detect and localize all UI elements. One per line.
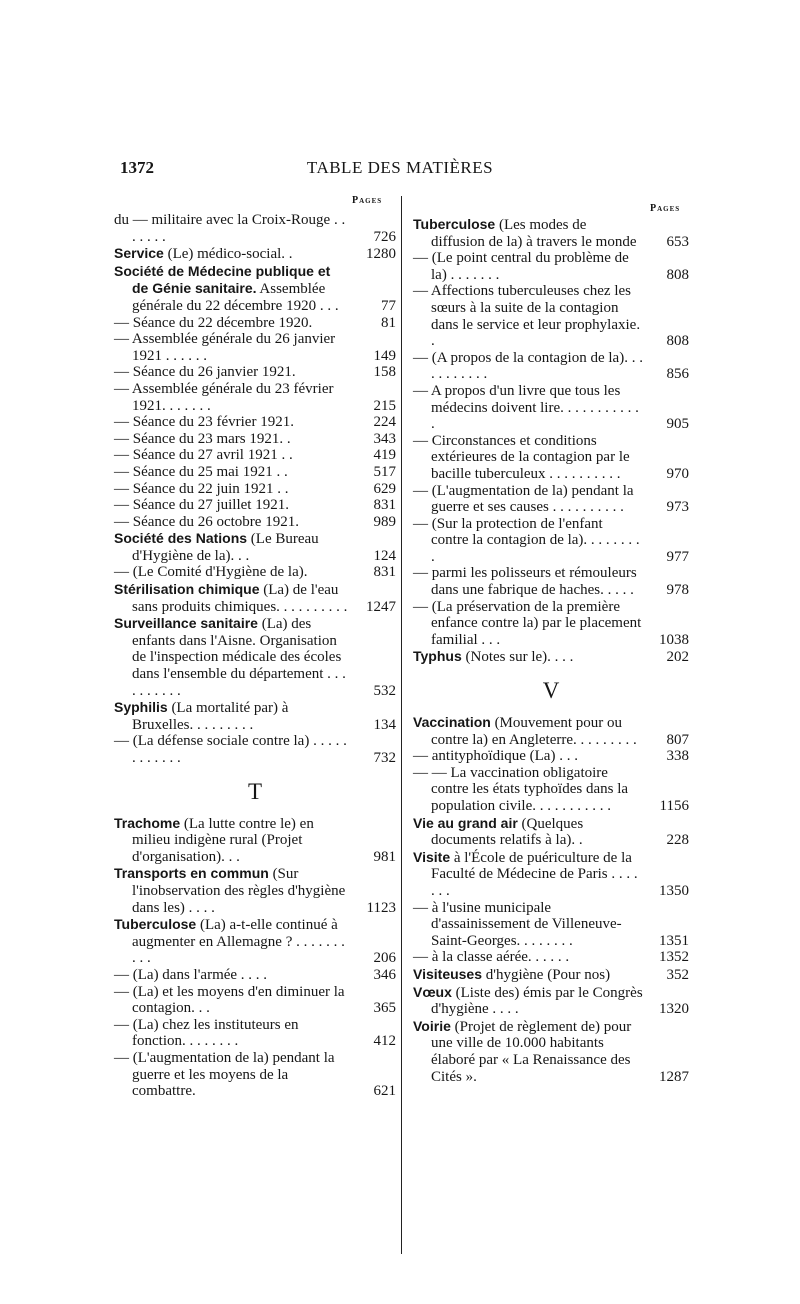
entry-description: du — militaire avec la Croix-Rouge . . . . . . . xyxy=(114,212,346,245)
page-reference: 970 xyxy=(666,465,689,482)
entry-description: (La) de l'eau sans produits chimiques. . . . . . . . . . xyxy=(132,582,348,615)
index-entry xyxy=(413,900,689,950)
page-reference: 905 xyxy=(666,416,689,433)
page-reference: 1320 xyxy=(659,1001,689,1018)
entry-description: (La) a-t-elle continué à augmenter en Allemagne ? . . . . . . . . . . xyxy=(132,917,345,967)
entry-text xyxy=(114,984,350,1017)
page-reference: 81 xyxy=(381,314,396,331)
entry-text xyxy=(114,245,350,263)
index-entry xyxy=(114,530,396,564)
page-reference: 352 xyxy=(666,966,689,983)
page-reference: 224 xyxy=(373,414,396,431)
pages-label-right: Pages xyxy=(650,203,681,214)
entry-description: — A propos d'un livre que tous les médecins doivent lire. . . . . . . . . . . . xyxy=(413,382,639,433)
index-entry xyxy=(413,648,689,666)
index-entry xyxy=(413,433,689,483)
entry-description: — (La défense sociale contre la) . . . . . . . . . . . . xyxy=(114,733,347,766)
page-reference: 1156 xyxy=(659,798,689,814)
entry-heading: Visiteuses xyxy=(413,965,483,982)
entry-text xyxy=(413,283,643,349)
entry-description: — (Le Comité d'Hygiène de la). xyxy=(114,564,308,581)
page-reference: 77 xyxy=(381,297,396,314)
entry-description: — (L'augmentation de la) pendant la guerre et les moyens de la combattre. xyxy=(114,1049,335,1100)
entry-description: — à l'usine municipale d'assainissement de Villeneuve-Saint-Georges. . . . . . . . xyxy=(413,899,622,949)
entry-description: (Projet de règlement de) pour une ville de 10.000 habitants élaboré par « La Renaissance des Cités ». xyxy=(431,1018,632,1085)
page-reference: 831 xyxy=(373,497,396,514)
index-entry xyxy=(114,916,396,967)
entry-description: (Sur l'inobservation des règles d'hygiène dans les) . . . . xyxy=(132,866,346,916)
index-entry xyxy=(114,212,396,245)
entry-description: (Mouvement pour ou contre la) en Angleterre. . . . . . . . . xyxy=(431,715,637,748)
entry-text xyxy=(114,315,350,332)
entry-description: Assemblée générale du 22 décembre 1920 . . . xyxy=(132,281,339,314)
index-entry xyxy=(413,765,689,815)
entry-description: (La lutte contre le) en milieu indigène rural (Projet d'organisation). . . xyxy=(132,815,314,865)
section-letter: V xyxy=(542,678,560,704)
index-entry xyxy=(114,481,396,498)
index-entry xyxy=(114,581,396,615)
index-entry xyxy=(114,815,396,866)
page-reference: 1280 xyxy=(366,246,396,263)
entry-text xyxy=(413,599,643,649)
entry-text xyxy=(114,865,350,916)
index-entry xyxy=(413,216,689,250)
entry-description: — Séance du 23 février 1921. xyxy=(114,414,294,431)
page-reference: 621 xyxy=(373,1083,396,1100)
entry-description: — Séance du 22 décembre 1920. xyxy=(114,314,313,331)
entry-description: — (A propos de la contagion de la). . . . . . . . . . . xyxy=(413,349,643,383)
entry-heading: Vœux xyxy=(413,983,452,1000)
entry-description: — (L'augmentation de la) pendant la guerre et ses causes . . . . . . . . . . xyxy=(413,482,634,516)
pages-label-left: Pages xyxy=(352,195,383,206)
entry-text xyxy=(413,516,643,566)
page-reference: 365 xyxy=(373,1000,396,1017)
page-reference: 343 xyxy=(373,430,396,447)
page-reference: 1287 xyxy=(659,1068,689,1085)
entry-description: (Notes sur le). . . . xyxy=(461,649,574,666)
entry-text xyxy=(413,433,643,483)
entry-description: — Assemblée générale du 26 janvier 1921 . . . . . . xyxy=(114,331,336,364)
page-reference: 532 xyxy=(373,682,396,699)
entry-description: — Séance du 27 avril 1921 . . xyxy=(114,447,293,464)
index-entry xyxy=(114,615,396,699)
left-column xyxy=(114,212,396,1100)
entry-heading: Société de Médecine publique et de Génie sanitaire. xyxy=(114,262,331,297)
index-entry xyxy=(413,849,689,900)
page-reference: 989 xyxy=(373,513,396,530)
entry-description: — Circonstances et conditions extérieures de la contagion par le bacille tuberculeux . . . . . . . . . . xyxy=(413,432,630,482)
entry-description: (Les modes de diffusion de la) à travers le monde xyxy=(431,217,637,250)
index-entry xyxy=(413,350,689,383)
entry-description: — (La) chez les instituteurs en fonction. . . . . . . . xyxy=(114,1016,299,1050)
entry-text xyxy=(114,212,350,245)
page-reference: 831 xyxy=(373,564,396,581)
index-entry xyxy=(114,381,396,414)
entry-description: (Liste des) émis par le Congrès d'hygiène . . . . xyxy=(431,984,643,1018)
page-reference: 808 xyxy=(666,333,689,350)
index-entry xyxy=(413,250,689,283)
entry-heading: Typhus xyxy=(413,648,462,665)
page-reference: 419 xyxy=(373,447,396,464)
entry-description: — Séance du 22 juin 1921 . . xyxy=(114,480,289,497)
entry-text xyxy=(413,250,643,283)
entry-text xyxy=(114,481,350,498)
page-reference: 228 xyxy=(666,832,689,849)
index-entry xyxy=(413,748,689,765)
index-entry xyxy=(413,984,689,1018)
index-entry xyxy=(413,483,689,516)
entry-text xyxy=(114,815,350,866)
page-reference: 1247 xyxy=(366,598,396,615)
entry-text xyxy=(114,1050,350,1100)
entry-heading: Syphilis xyxy=(114,699,168,716)
entry-text xyxy=(413,949,643,966)
entry-text xyxy=(114,414,350,431)
entry-text xyxy=(413,765,643,815)
entry-heading: Surveillance sanitaire xyxy=(114,615,258,632)
entry-text xyxy=(114,447,350,464)
entry-text xyxy=(114,615,350,699)
entry-heading: Vie au grand air xyxy=(413,814,518,831)
right-column xyxy=(413,216,689,1085)
entry-text xyxy=(413,815,643,849)
entry-text xyxy=(413,748,643,765)
entry-description: — Séance du 23 mars 1921. . xyxy=(114,430,291,447)
entry-text xyxy=(413,1018,643,1085)
running-title: TABLE DES MATIÈRES xyxy=(306,158,494,177)
entry-heading: Service xyxy=(114,245,164,262)
index-entry xyxy=(114,364,396,381)
entry-description: (La mortalité par) à Bruxelles. . . . . . . . . xyxy=(132,700,289,733)
entry-description: — Assemblée générale du 23 février 1921. . . . . . . xyxy=(114,380,334,414)
index-entry xyxy=(413,815,689,849)
entry-description: — (Sur la protection de l'enfant contre la contagion de la). . . . . . . . . xyxy=(413,515,640,565)
entry-text xyxy=(114,331,350,364)
entry-description: — (Le point central du problème de la) . . . . . . . xyxy=(413,250,629,283)
entry-text xyxy=(114,464,350,481)
page-reference: 1351 xyxy=(659,932,689,949)
page-reference: 629 xyxy=(373,480,396,497)
index-entry xyxy=(114,331,396,364)
column-divider xyxy=(401,196,402,1254)
entry-heading: Vaccination xyxy=(413,714,491,731)
entry-text xyxy=(114,263,350,315)
entry-text xyxy=(114,530,350,564)
index-entry xyxy=(114,984,396,1017)
page-reference: 732 xyxy=(373,750,396,766)
page-reference: 134 xyxy=(373,716,396,733)
entry-heading: Transports en commun xyxy=(114,865,269,882)
entry-text xyxy=(114,733,350,766)
page-reference: 981 xyxy=(373,848,396,865)
index-entry xyxy=(114,699,396,733)
entry-description: — Séance du 26 octobre 1921. xyxy=(114,513,299,530)
page-reference: 206 xyxy=(373,950,396,967)
entry-description: — antityphoïdique (La) . . . xyxy=(413,748,578,765)
entry-text xyxy=(413,714,643,748)
entry-text xyxy=(413,383,643,433)
page-reference: 202 xyxy=(666,649,689,666)
page-number: 1372 xyxy=(120,158,154,177)
entry-text xyxy=(413,483,643,516)
index-entry xyxy=(114,733,396,766)
page-reference: 973 xyxy=(666,499,689,516)
entry-heading: Stérilisation chimique xyxy=(114,581,260,598)
page-reference: 346 xyxy=(373,966,396,983)
entry-description: d'hygiène (Pour nos) xyxy=(482,966,611,983)
entry-text xyxy=(114,497,350,514)
entry-description: à l'École de puériculture de la Faculté de Médecine de Paris . . . . . . . xyxy=(431,849,638,899)
page-reference: 1123 xyxy=(366,899,396,916)
index-entry xyxy=(114,464,396,481)
entry-description: — (La préservation de la première enfance contre la) par le placement familial . . . xyxy=(413,598,642,648)
entry-description: (La) des enfants dans l'Aisne. Organisation de l'inspection médicale des écoles dans l'ensemble du département . . . . . . . . . . xyxy=(132,616,346,699)
entry-description: — parmi les polisseurs et rémouleurs dans une fabrique de haches. . . . . xyxy=(413,565,637,599)
entry-description: — à la classe aérée. . . . . . xyxy=(413,949,570,966)
entry-heading: Tuberculose xyxy=(413,216,496,232)
entry-text xyxy=(114,1017,350,1050)
index-entry xyxy=(114,564,396,581)
page-reference: 215 xyxy=(373,397,396,414)
entry-description: (Le) médico-social. . xyxy=(163,246,293,263)
index-entry xyxy=(413,565,689,598)
entry-text xyxy=(413,350,643,383)
index-entry xyxy=(114,245,396,263)
index-entry xyxy=(114,263,396,315)
index-entry xyxy=(114,1050,396,1100)
entry-text xyxy=(114,967,350,984)
section-letter: T xyxy=(247,778,263,804)
page-reference: 808 xyxy=(666,266,689,283)
entry-text xyxy=(413,900,643,950)
index-entry xyxy=(114,865,396,916)
entry-description: — Séance du 27 juillet 1921. xyxy=(114,497,289,514)
page-reference: 1038 xyxy=(659,631,689,648)
index-entry xyxy=(413,599,689,649)
page-reference: 1352 xyxy=(659,949,689,966)
entry-text xyxy=(114,699,350,733)
entry-description: — Séance du 25 mai 1921 . . xyxy=(114,463,288,480)
index-entry xyxy=(114,967,396,984)
entry-description: — Affections tuberculeuses chez les sœurs à la suite de la contagion dans le service et leur prophylaxie. . xyxy=(413,283,641,350)
entry-description: — (La) et les moyens d'en diminuer la contagion. . . xyxy=(114,983,345,1017)
entry-heading: Société des Nations xyxy=(114,530,248,547)
entry-text xyxy=(114,514,350,531)
page-reference: 124 xyxy=(373,547,396,564)
entry-text xyxy=(413,565,643,598)
entry-text xyxy=(114,916,350,967)
page-reference: 149 xyxy=(373,347,396,364)
entry-text xyxy=(114,564,350,581)
page-reference: 338 xyxy=(666,748,689,765)
index-entry xyxy=(114,315,396,332)
page-reference: 726 xyxy=(373,228,396,245)
page-reference: 807 xyxy=(666,731,689,748)
entry-text xyxy=(413,216,643,250)
index-entry xyxy=(114,414,396,431)
page-reference: 978 xyxy=(666,582,689,599)
entry-description: — Séance du 26 janvier 1921. xyxy=(114,364,296,381)
index-entry xyxy=(413,949,689,966)
index-entry xyxy=(114,1017,396,1050)
index-entry xyxy=(413,714,689,748)
entry-description: (Le Bureau d'Hygiène de la). . . xyxy=(132,531,319,564)
page-reference: 517 xyxy=(373,463,396,480)
entry-heading: Trachome xyxy=(114,814,181,831)
entry-description: — — La vaccination obligatoire contre les états typhoïdes dans la population civile. . . . . . . . . . . xyxy=(413,764,629,814)
index-entry xyxy=(413,966,689,984)
index-entry xyxy=(114,431,396,448)
page-reference: 158 xyxy=(373,364,396,381)
index-entry xyxy=(413,283,689,349)
entry-heading: Tuberculose xyxy=(114,916,197,933)
page-reference: 856 xyxy=(666,366,689,383)
entry-text xyxy=(413,849,643,900)
entry-description: — (La) dans l'armée . . . . xyxy=(114,966,268,983)
entry-description: (Quelques documents relatifs à la). . xyxy=(431,815,584,849)
entry-heading: Voirie xyxy=(413,1017,451,1034)
index-entry xyxy=(114,447,396,464)
index-entry xyxy=(114,497,396,514)
index-entry xyxy=(413,516,689,566)
page-reference: 653 xyxy=(666,233,689,250)
page-reference: 1350 xyxy=(659,882,689,899)
entry-text xyxy=(413,984,643,1018)
page-reference: 977 xyxy=(666,548,689,565)
entry-text xyxy=(413,648,643,666)
entry-text xyxy=(413,966,643,984)
entry-text xyxy=(114,581,350,615)
page-reference: 412 xyxy=(373,1033,396,1050)
entry-text xyxy=(114,381,350,414)
index-entry xyxy=(413,383,689,433)
entry-text xyxy=(114,431,350,448)
index-entry xyxy=(114,514,396,531)
index-entry xyxy=(413,1018,689,1085)
entry-text xyxy=(114,364,350,381)
entry-heading: Visite xyxy=(413,848,451,865)
